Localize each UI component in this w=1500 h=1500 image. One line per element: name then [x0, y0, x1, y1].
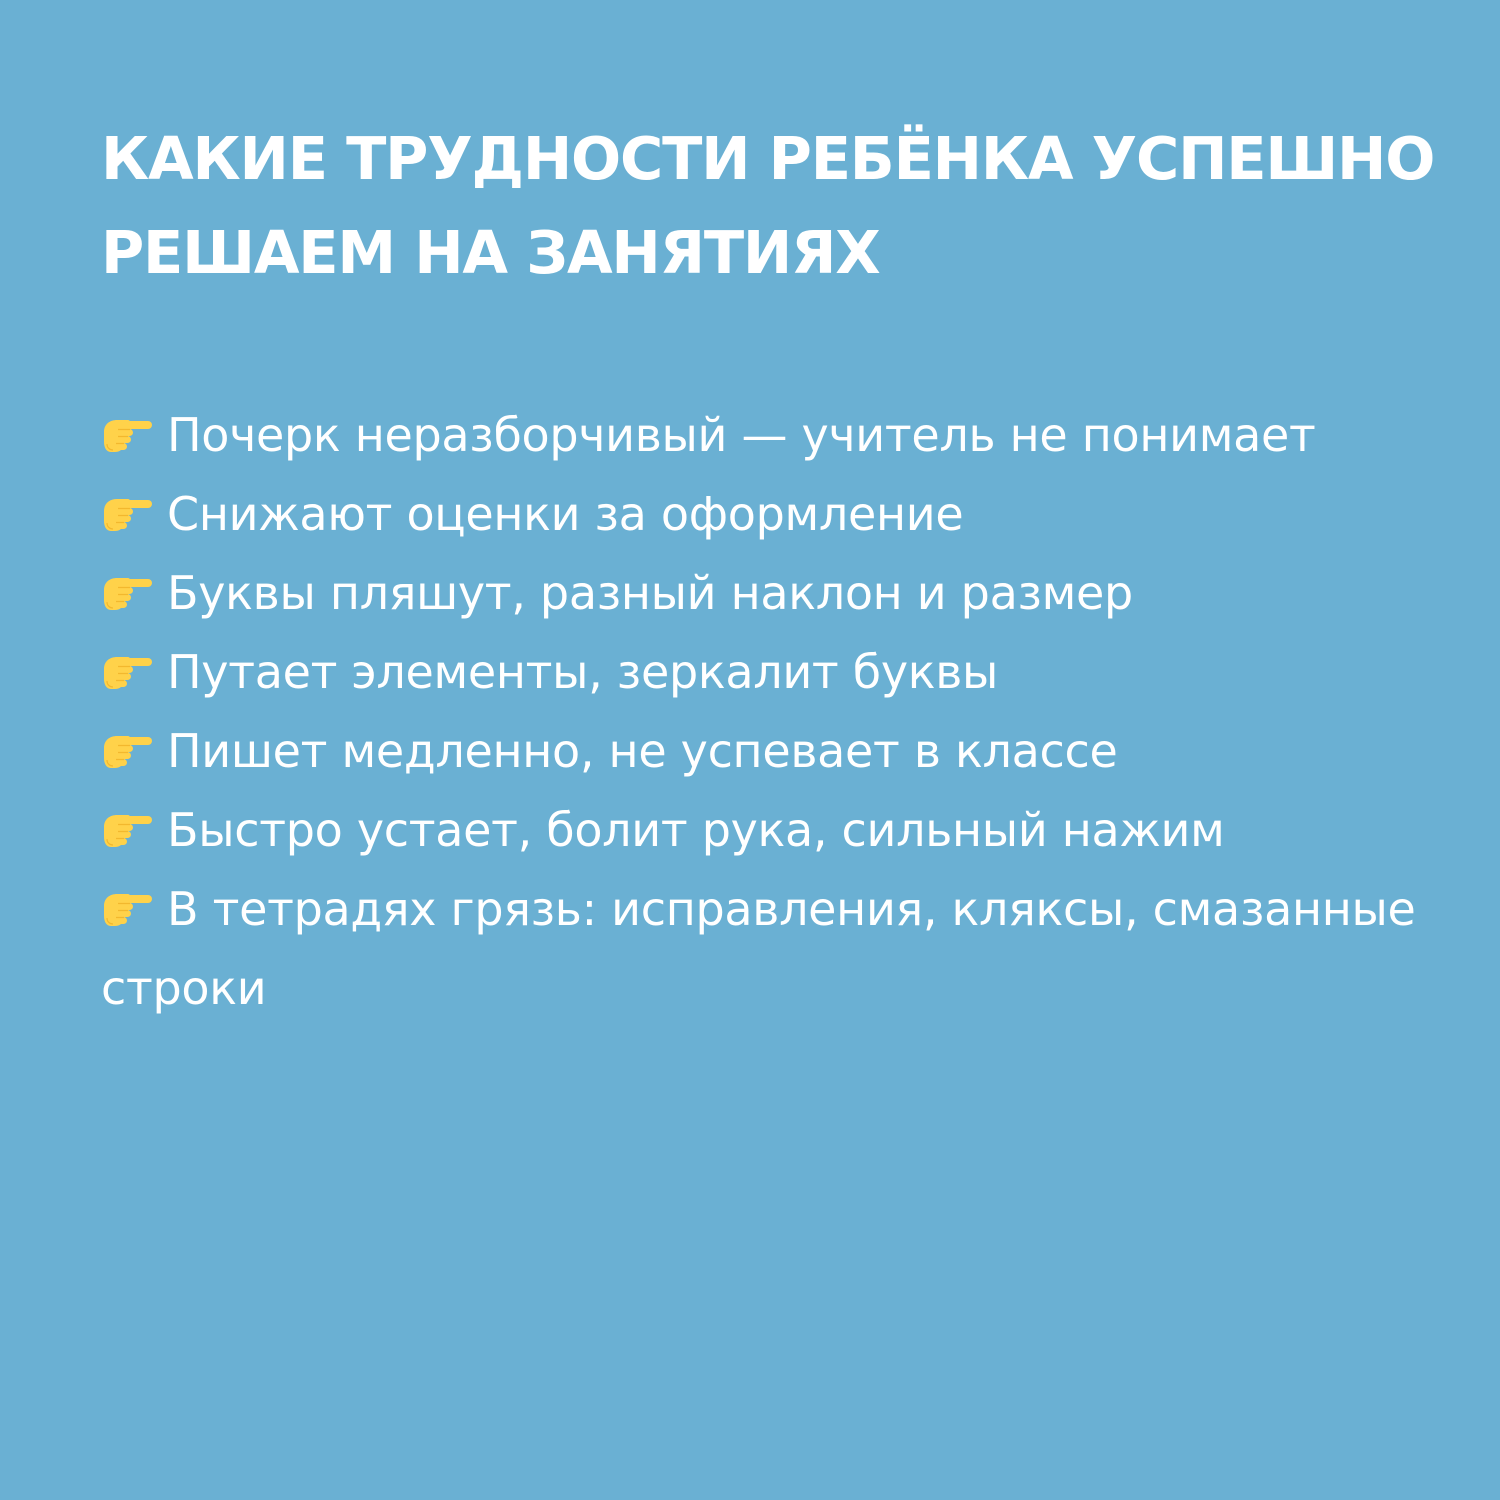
list-item-text: В тетрадях грязь: исправления, кляксы, смазанные строки [101, 882, 1416, 1015]
list-item [101, 554, 1431, 633]
list-item [101, 633, 1431, 712]
list-item-text: Снижают оценки за оформление [167, 487, 964, 541]
pointing-right-hand-icon [101, 730, 153, 770]
pointing-right-hand-icon [101, 493, 153, 533]
list-item-text: Путает элементы, зеркалит буквы [167, 645, 999, 699]
list-item [101, 712, 1431, 791]
list-item-text: Быстро устает, болит рука, сильный нажим [167, 803, 1225, 857]
list-item-text: Пишет медленно, не успевает в классе [167, 724, 1118, 778]
pointing-right-hand-icon [101, 888, 153, 928]
list-item [101, 396, 1431, 475]
list-item-text: Буквы пляшут, разный наклон и размер [167, 566, 1133, 620]
title-line-1: КАКИЕ ТРУДНОСТИ РЕБЁНКА УСПЕШНО [101, 124, 1435, 193]
list-item [101, 475, 1431, 554]
pointing-right-hand-icon [101, 651, 153, 691]
pointing-right-hand-icon [101, 809, 153, 849]
list-item [101, 870, 1431, 1028]
page-title [101, 112, 1435, 300]
difficulties-list [101, 396, 1431, 1028]
title-line-2: РЕШАЕМ НА ЗАНЯТИЯХ [101, 218, 880, 287]
pointing-right-hand-icon [101, 414, 153, 454]
list-item [101, 791, 1431, 870]
list-item-text: Почерк неразборчивый — учитель не понимает [167, 408, 1316, 462]
pointing-right-hand-icon [101, 572, 153, 612]
